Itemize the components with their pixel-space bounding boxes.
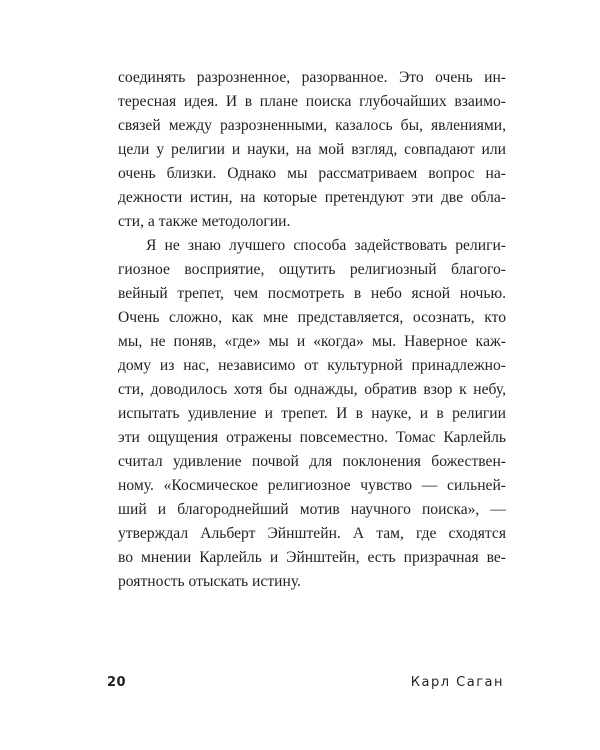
text-line: вейный трепет, чем посмотреть в небо ясной ночью.: [118, 285, 506, 302]
text-line: утверждал Альберт Эйнштейн. А там, где сходятся: [118, 525, 506, 542]
text-line: дому из нас, независимо от культурной принадлежно-: [118, 357, 506, 374]
text-line: соединять разрозненное, разорванное. Это очень ин-: [118, 69, 506, 86]
text-line: роятность отыскать истину.: [118, 573, 301, 590]
text-line: испытать удивление и трепет. И в науке, и в религии: [118, 405, 506, 422]
page-number: 20: [107, 675, 127, 690]
text-line: мы, не поняв, «где» мы и «когда» мы. Наверное кaж-: [118, 333, 506, 350]
text-line: сти, а также методологии.: [118, 213, 291, 230]
text-line: тересная идея. И в плане поиска глубочайших взаимо-: [118, 93, 506, 110]
body-text: [118, 66, 506, 594]
text-line: цели у религии и науки, на мой взгляд, совпадают или: [118, 141, 506, 158]
text-line: дежности истин, на которые претендуют эти две обла-: [118, 189, 506, 206]
text-line: Очень сложно, как мне представляется, осознать, кто: [118, 309, 506, 326]
text-line: сти, доводилось хотя бы однажды, обратив взор к небу,: [118, 381, 506, 398]
text-line: гиозное восприятие, ощутить религиозный благого-: [118, 261, 506, 278]
text-line: очень близки. Однако мы рассматриваем вопрос на-: [118, 165, 506, 182]
text-line: эти ощущения отражены повсеместно. Томас Карлейль: [118, 429, 506, 446]
text-line: Я не знаю лучшего способа задействовать религи-: [146, 237, 506, 254]
text-line: ному. «Космическое религиозное чувство — сильней-: [118, 477, 506, 494]
text-line: ший и благороднейший мотив научного поиска», —: [118, 501, 506, 518]
paragraph-2: [118, 234, 506, 594]
text-line: связей между разрозненными, казалось бы, явлениями,: [118, 117, 506, 134]
running-footer-author: Карл Саган: [410, 675, 504, 690]
text-line: во мнении Карлейль и Эйнштейн, есть призрачная ве-: [118, 549, 506, 566]
text-line: считал удивление почвой для поклонения божествен-: [118, 453, 506, 470]
paragraph-1: [118, 66, 506, 234]
